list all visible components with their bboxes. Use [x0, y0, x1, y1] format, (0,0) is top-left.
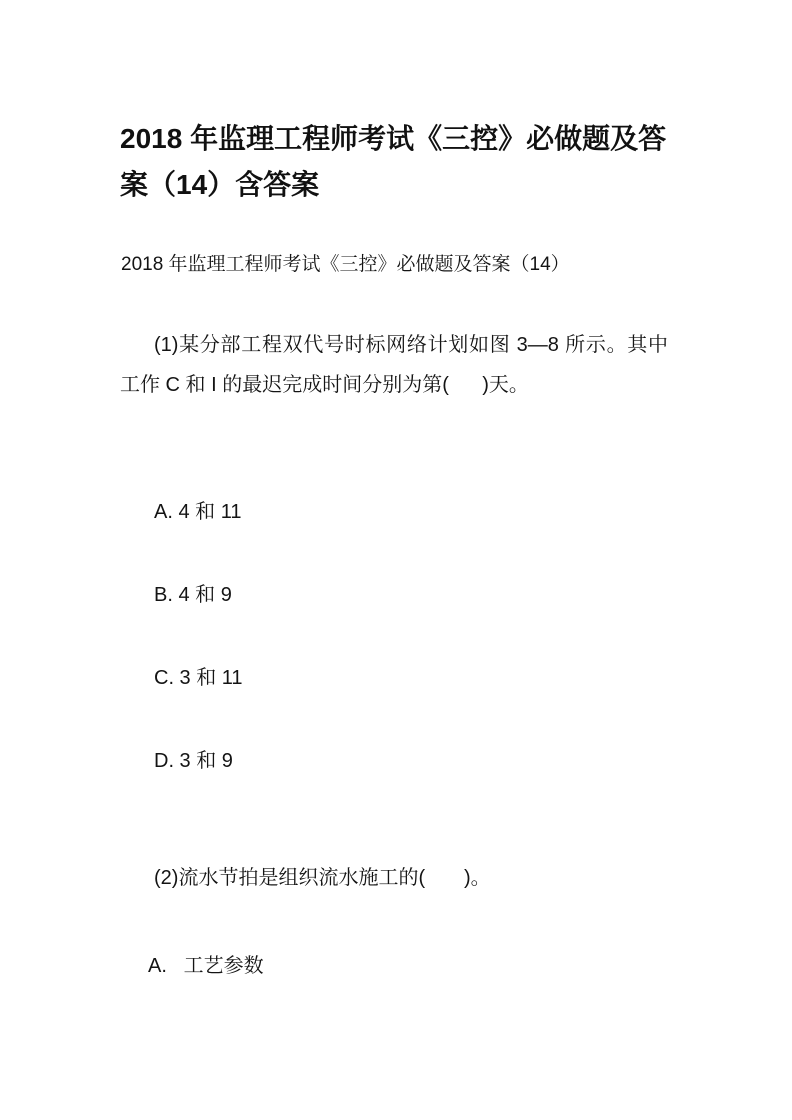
question-1-option-d: D. 3 和 9 — [154, 750, 233, 772]
question-1-option-c: C. 3 和 11 — [154, 667, 243, 689]
question-1-option-b: B. 4 和 9 — [154, 584, 232, 606]
document-title: 2018 年监理工程师考试《三控》必做题及答案（14）含答案 — [120, 123, 667, 200]
document-subtitle: 2018 年监理工程师考试《三控》必做题及答案（14） — [121, 254, 570, 275]
question-2-text: (2)流水节拍是组织流水施工的( )。 — [154, 867, 491, 889]
question-1-text: (1)某分部工程双代号时标网络计划如图 3—8 所示。其中工作 C 和 I 的最迟完成时间分别为第( )天。 — [120, 334, 668, 396]
question-1-option-a: A. 4 和 11 — [154, 501, 242, 523]
question-2-option-a: A. 工艺参数 — [148, 955, 264, 977]
